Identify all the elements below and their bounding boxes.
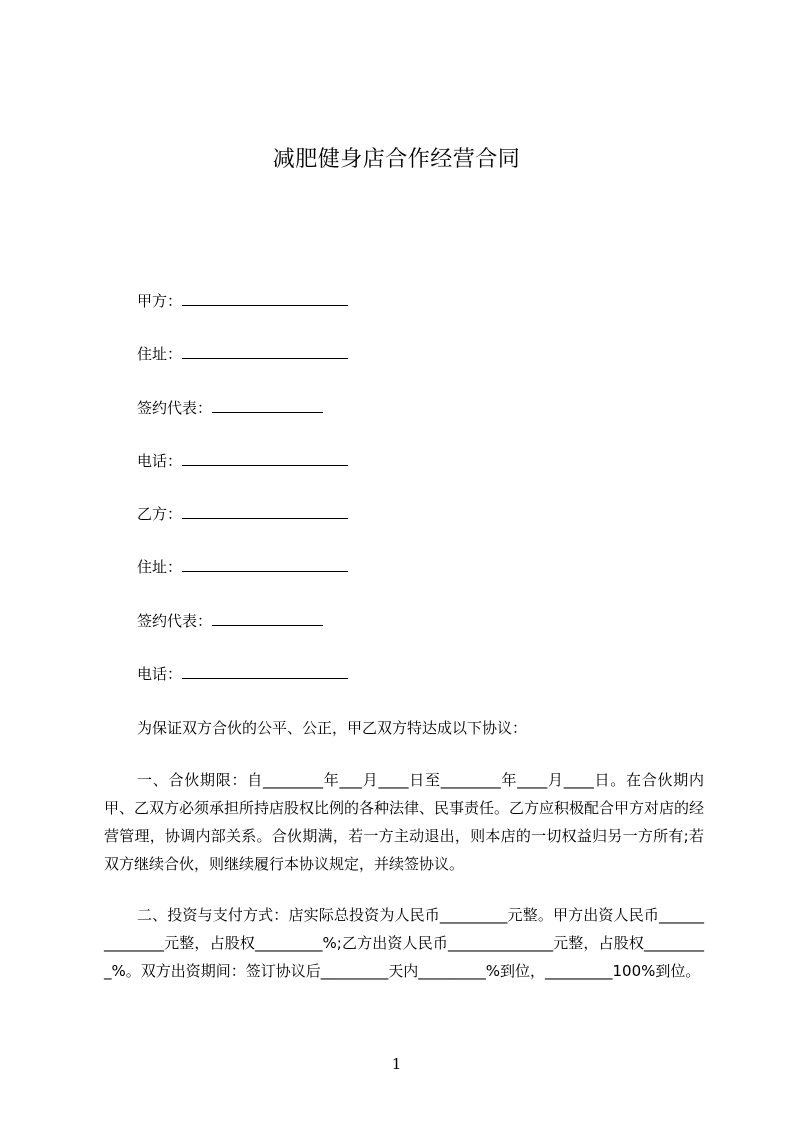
party-a-field [137, 291, 348, 311]
party-a-address-label: 住址： [137, 345, 183, 363]
party-b-label: 乙方： [137, 505, 183, 523]
agreement-intro: 为保证双方合伙的公平、公正，甲乙双方特达成以下协议： [137, 719, 528, 737]
party-a-blank-line [182, 291, 348, 306]
party-a-address-blank-line [182, 344, 348, 359]
clause-1-term: 一、合伙期限：自________年___月____日至________年____月____日。在合伙期内甲、乙双方必须承担所持店股权比例的各种法律、民事责任。乙方应积极配合甲方对店的经营管理，协调内部关系。合伙期满，若一方主动退出，则本店的一切权益归另一方所有;若双方继续合伙，则继续履行本协议规定，并续签协议。 [104, 771, 705, 873]
page-title: 减肥健身店合作经营合同 [272, 147, 521, 172]
party-b-phone-blank-line [182, 664, 348, 679]
party-b-address-label: 住址： [137, 558, 183, 576]
party-b-rep-blank-line [212, 611, 323, 626]
party-b-rep-field [137, 611, 323, 631]
party-b-phone-label: 电话： [137, 665, 183, 683]
party-a-phone-label: 电话： [137, 452, 183, 470]
page-number: 1 [391, 1055, 402, 1073]
party-b-phone-field [137, 664, 348, 684]
party-b-rep-label: 签约代表： [137, 612, 213, 630]
party-a-rep-label: 签约代表： [137, 399, 213, 417]
party-b-address-field [137, 557, 348, 577]
party-b-field [137, 504, 348, 524]
party-a-address-field [137, 344, 348, 364]
party-a-label: 甲方： [137, 292, 183, 310]
party-a-rep-field [137, 398, 323, 418]
party-a-rep-blank-line [212, 398, 323, 413]
party-a-phone-blank-line [182, 451, 348, 466]
clause-2-investment: 二、投资与支付方式：店实际总投资为人民币_________元整。甲方出资人民币______________元整，占股权_________%;乙方出资人民币______________元整，占股权_________%。双方出资期间：签订协议后_________天内_________%到位，_________100%到位。 [104, 906, 704, 980]
party-b-blank-line [182, 504, 348, 519]
party-a-phone-field [137, 451, 348, 471]
party-b-address-blank-line [182, 557, 348, 572]
